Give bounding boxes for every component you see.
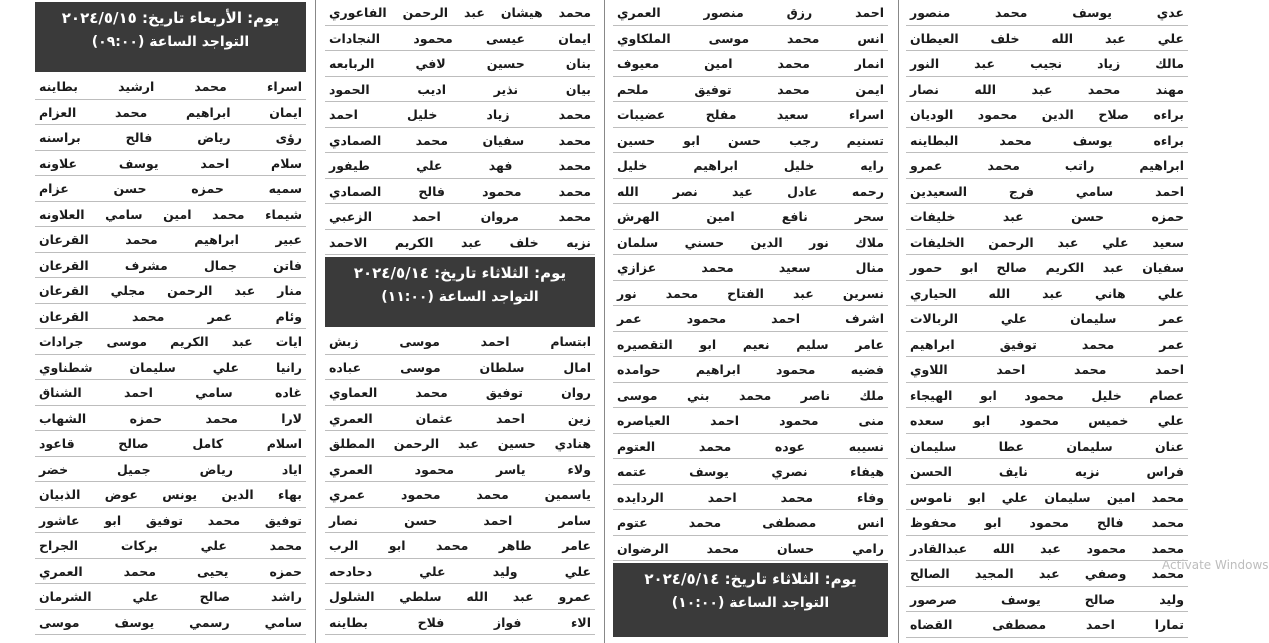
name-row: وئام عمر محمد القرعان (35, 304, 306, 330)
name-row: ايمان ابراهيم محمد العزام (35, 100, 306, 126)
name-row: سميه حمزه حسن عزام (35, 176, 306, 202)
column-divider (604, 0, 605, 643)
schedule-header (35, 2, 306, 72)
column-2 (613, 0, 888, 643)
name-row: علي خميس محمود ابو سعده (906, 408, 1188, 434)
schedule-day-date: يوم: الأربعاء تاريخ: ٢٠٢٤/٥/١٥ (61, 9, 280, 27)
name-row: اسلام كامل صالح قاعود (35, 431, 306, 457)
name-row: محمد سفيان محمد الصمادي (325, 128, 595, 154)
name-row: بهاء الدين يونس عوض الذبيان (35, 482, 306, 508)
name-row: سامر احمد حسن نصار (325, 508, 595, 534)
name-row: محمد محمود عبد الله عبدالقادر (906, 536, 1188, 562)
name-row: مهند محمد عبد الله نصار (906, 77, 1188, 103)
name-row: محمد زياد خليل احمد (325, 102, 595, 128)
name-row: منى محمود احمد العياصره (613, 408, 888, 434)
name-row: ايمان عيسى محمود النجادات (325, 26, 595, 52)
name-row: ايمن محمد توفيق ملحم (613, 77, 888, 103)
name-row: علي عبد الله خلف العيطان (906, 26, 1188, 52)
name-row: عنان سليمان عطا سليمان (906, 434, 1188, 460)
name-row: سلام احمد يوسف علاونه (35, 151, 306, 177)
name-row: عصام خليل محمود ابو الهيجاء (906, 383, 1188, 409)
schedule-header (325, 257, 595, 327)
name-row: روان توفيق محمد العماوي (325, 380, 595, 406)
name-row: اسراء محمد ارشيد بطاينه (35, 74, 306, 100)
name-row: ابتسام احمد موسى زبش (325, 329, 595, 355)
name-row: وليد صالح يوسف صرصور (906, 587, 1188, 613)
name-row: رامي حسان محمد الرضوان (613, 536, 888, 562)
name-row: محمد وصفي عبد المجيد الصالح (906, 561, 1188, 587)
name-row: ملك ناصر محمد بني موسى (613, 383, 888, 409)
schedule-day-date: يوم: الثلاثاء تاريخ: ٢٠٢٤/٥/١٤ (353, 264, 567, 282)
name-row: ملاك نور الدين حسني سلمان (613, 230, 888, 256)
name-row: ولاء ياسر محمود العمري (325, 457, 595, 483)
name-row: نسيبه عوده محمد العتوم (613, 434, 888, 460)
name-row: سفيان عبد الكريم صالح ابو حمور (906, 255, 1188, 281)
name-row: اسراء سعيد مفلح عضيبات (613, 102, 888, 128)
name-row: احمد رزق منصور العمري (613, 0, 888, 26)
name-row: رانيا علي سليمان شطناوي (35, 355, 306, 381)
name-row: نسرين عبد الفتاح محمد نور (613, 281, 888, 307)
name-row: علي هاني عبد الله الحياري (906, 281, 1188, 307)
name-row: محمد فهد علي طيفور (325, 153, 595, 179)
name-row: منال سعيد محمد عزازي (613, 255, 888, 281)
name-row: عبير ابراهيم محمد القرعان (35, 227, 306, 253)
name-row: عامر سليم نعيم ابو التقصيره (613, 332, 888, 358)
name-row: ابراهيم راتب محمد عمرو (906, 153, 1188, 179)
name-row: علي وليد علي دحادحه (325, 559, 595, 585)
name-row: محمد مروان احمد الزعبي (325, 204, 595, 230)
name-row: رايه خليل ابراهيم خليل (613, 153, 888, 179)
column-divider (898, 0, 899, 643)
name-row: عدي يوسف محمد منصور (906, 0, 1188, 26)
name-row: محمد هيشان عبد الرحمن الفاعوري (325, 0, 595, 26)
name-row: عمر محمد توفيق ابراهيم (906, 332, 1188, 358)
name-row: تسنيم رجب حسن ابو حسين (613, 128, 888, 154)
column-1 (906, 0, 1188, 643)
column-3 (325, 0, 595, 643)
name-row: محمد محمود فالح الصمادي (325, 179, 595, 205)
name-row: فضيه محمود ابراهيم حوامده (613, 357, 888, 383)
column-divider (315, 0, 316, 643)
name-row: احمد محمد احمد اللاوي (906, 357, 1188, 383)
name-row: توفيق محمد توفيق ابو عاشور (35, 508, 306, 534)
schedule-header (613, 563, 888, 637)
name-row: سعيد علي عبد الرحمن الخليفات (906, 230, 1188, 256)
name-row: ايات عبد الكريم موسى جرادات (35, 329, 306, 355)
name-row: عمر سليمان علي الربالات (906, 306, 1188, 332)
name-row: ياسمين محمد محمود عمري (325, 482, 595, 508)
name-row: منار عبد الرحمن مجلي القرعان (35, 278, 306, 304)
name-row: هنادي حسين عبد الرحمن المطلق (325, 431, 595, 457)
name-row: وفاء محمد احمد الردايده (613, 485, 888, 511)
name-row: رحمه عادل عيد نصر الله (613, 179, 888, 205)
name-row: راشد صالح علي الشرمان (35, 584, 306, 610)
name-row: سامي رسمي يوسف موسى (35, 610, 306, 636)
name-row: اشرف احمد محمود عمر (613, 306, 888, 332)
name-row: مالك زياد نجيب عبد النور (906, 51, 1188, 77)
name-row: حمزه يحيى محمد العمري (35, 559, 306, 585)
schedule-time: التواجد الساعة (١١:٠٠) (381, 289, 539, 305)
name-row: تمارا احمد مصطفى القضاه (906, 612, 1188, 638)
name-row: فراس نزيه نايف الحسن (906, 459, 1188, 485)
name-row: بنان حسين لافي الربابعه (325, 51, 595, 77)
name-row: عامر طاهر محمد ابو الرب (325, 533, 595, 559)
name-row: امال سلطان موسى عباده (325, 355, 595, 381)
name-row: انمار محمد امين معيوف (613, 51, 888, 77)
name-row: احمد سامي فرج السعيدين (906, 179, 1188, 205)
name-row: محمد علي بركات الجراح (35, 533, 306, 559)
name-row: نزيه خلف عبد الكريم الاحمد (325, 230, 595, 256)
activation-watermark: Activate Windows (1162, 558, 1269, 572)
name-row: رؤى رياض فالح براسنه (35, 125, 306, 151)
name-row: فاتن جمال مشرف القرعان (35, 253, 306, 279)
name-row: عمرو عبد الله سلطي الشلول (325, 584, 595, 610)
column-4 (35, 0, 306, 643)
name-row: انس محمد موسى الملكاوي (613, 26, 888, 52)
name-row: محمد فالح محمود ابو محفوظ (906, 510, 1188, 536)
name-row: انس مصطفى محمد عتوم (613, 510, 888, 536)
name-row: محمد امين سليمان علي ابو ناموس (906, 485, 1188, 511)
name-row: هيفاء نصري يوسف عتمه (613, 459, 888, 485)
schedule-day-date: يوم: الثلاثاء تاريخ: ٢٠٢٤/٥/١٤ (644, 570, 857, 588)
name-row: غاده سامي احمد الشناق (35, 380, 306, 406)
name-row: براءه يوسف محمد البطاينه (906, 128, 1188, 154)
name-row: حمزه حسن عبد خليفات (906, 204, 1188, 230)
name-row: زين احمد عثمان العمري (325, 406, 595, 432)
name-row: شيماء محمد امين سامي العلاونه (35, 202, 306, 228)
name-row: لارا محمد حمزه الشهاب (35, 406, 306, 432)
schedule-time: التواجد الساعة (١٠:٠٠) (671, 595, 830, 611)
name-row: براءه صلاح الدين محمود الوديان (906, 102, 1188, 128)
name-row: اياد رياض جميل خضر (35, 457, 306, 483)
name-row: سحر نافع امين الهرش (613, 204, 888, 230)
schedule-time: التواجد الساعة (٠٩:٠٠) (91, 34, 250, 50)
name-row: الاء فواز فلاح بطاينه (325, 610, 595, 636)
name-row: بيان نذير اديب الحمود (325, 77, 595, 103)
